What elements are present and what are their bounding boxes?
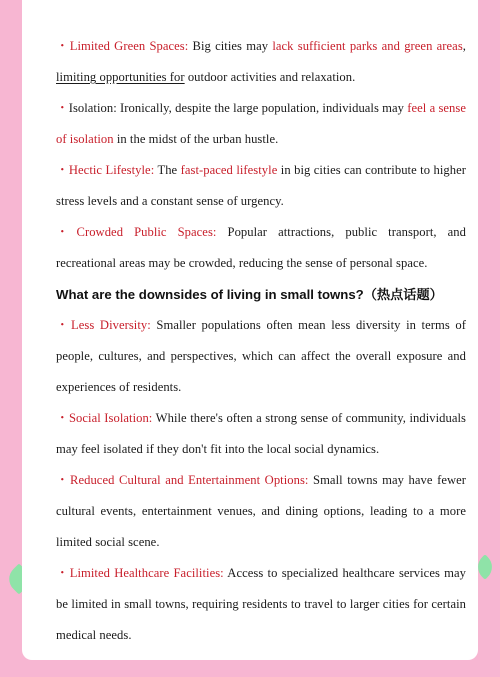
- small-town-downsides-list: [56, 310, 466, 651]
- bullet-item-text: Big cities may: [188, 39, 273, 53]
- city-downsides-list: [56, 31, 466, 279]
- bullet-item-text: in big cities can contribute to higher stress levels and a constant sense of urgency.: [56, 163, 466, 208]
- bullet-item-title: Isolation:: [68, 101, 117, 115]
- bullet-marker: ・: [56, 411, 69, 425]
- section-heading-text: What are the downsides of living in small towns?: [56, 287, 364, 302]
- bullet-item-text: limiting opportunities for: [56, 70, 185, 84]
- bullet-item-title: Less Diversity:: [71, 318, 151, 332]
- bullet-marker: ・: [56, 163, 69, 177]
- bullet-item-text: Ironically, despite the large population, individuals may: [116, 101, 408, 115]
- bullet-item-text: fast-paced lifestyle: [180, 163, 278, 177]
- bullet-item-text: feel a sense of isolation: [56, 101, 466, 146]
- bullet-marker: ・: [56, 39, 70, 53]
- bullet-item-title: Hectic Lifestyle:: [68, 163, 155, 177]
- bullet-item-crowded: [56, 217, 466, 279]
- bullet-item-text: outdoor activities and relaxation.: [184, 70, 356, 84]
- bullet-item-title: Social Isolation:: [68, 411, 153, 425]
- bullet-item-text: Small towns may have fewer cultural events, entertainment venues, and dining options, leading to a more limited social scene.: [56, 473, 466, 549]
- section-heading: [56, 279, 466, 310]
- bullet-item-title: Crowded Public Spaces:: [76, 225, 217, 239]
- bullet-marker: ・: [56, 101, 69, 115]
- document-card: [22, 0, 478, 660]
- bullet-item-hectic: [56, 155, 466, 217]
- bullet-item-isolation: [56, 93, 466, 155]
- bullet-item-text: ,: [462, 39, 466, 53]
- bullet-item-text: The: [154, 163, 181, 177]
- bullet-marker: ・: [56, 473, 71, 487]
- bullet-item-title: Reduced Cultural and Entertainment Options:: [70, 473, 309, 487]
- bullet-item-health: [56, 558, 466, 651]
- bullet-item-text: Smaller populations often mean less diversity in terms of people, cultures, and perspectives, which can affect the overall exposure and experiences of residents.: [56, 318, 466, 394]
- bullet-marker: ・: [56, 318, 72, 332]
- section-heading-tag: （热点话题）: [363, 287, 443, 302]
- bullet-item-diversity: [56, 310, 466, 403]
- bullet-item-text: Popular attractions, public transport, and recreational areas may be crowded, reducing the sense of personal space.: [56, 225, 466, 270]
- bullet-item-social: [56, 403, 466, 465]
- bullet-item-text: lack sufficient parks and green areas: [272, 39, 463, 53]
- bullet-marker: ・: [56, 566, 70, 580]
- bullet-item-text: While there's often a strong sense of community, individuals may feel isolated if they don't fit into the local social dynamics.: [56, 411, 466, 456]
- bullet-marker: ・: [56, 225, 77, 239]
- bullet-item-green: [56, 31, 466, 93]
- bullet-item-cultural: [56, 465, 466, 558]
- bullet-item-text: Access to specialized healthcare services may be limited in small towns, requiring residents to travel to larger cities for certain medical needs.: [56, 566, 467, 642]
- bullet-item-text: in the midst of the urban hustle.: [113, 132, 279, 146]
- bullet-item-title: Limited Green Spaces:: [69, 39, 189, 53]
- bullet-item-title: Limited Healthcare Facilities:: [69, 566, 224, 580]
